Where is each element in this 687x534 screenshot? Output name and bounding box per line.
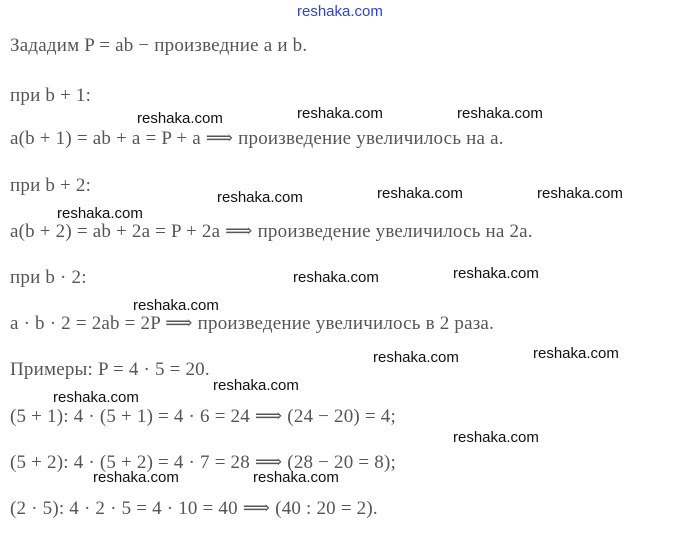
example-2: (5 + 2): 4 · (5 + 2) = 4 · 7 = 28 ⟹ (28 − 20 = 8);	[10, 452, 396, 473]
case-b-plus-1-label: при b + 1:	[10, 85, 92, 106]
example-1: (5 + 1): 4 · (5 + 1) = 4 · 6 = 24 ⟹ (24 − 20) = 4;	[10, 406, 396, 427]
watermark: reshaka.com	[377, 185, 463, 202]
examples-heading: Примеры: P = 4 · 5 = 20.	[10, 359, 210, 380]
case-b-times-2-formula: a · b · 2 = 2ab = 2P ⟹ произведение увеличилось в 2 раза.	[10, 313, 495, 334]
watermark: reshaka.com	[293, 269, 379, 286]
case-b-times-2-label: при b · 2:	[10, 267, 87, 288]
watermark: reshaka.com	[93, 469, 179, 486]
watermark-top: reshaka.com	[297, 3, 383, 20]
intro-line: Зададим P = ab − произведние a и b.	[10, 35, 308, 56]
watermark: reshaka.com	[453, 429, 539, 446]
watermark: reshaka.com	[537, 185, 623, 202]
watermark: reshaka.com	[53, 389, 139, 406]
watermark: reshaka.com	[373, 349, 459, 366]
case-b-plus-2-formula: a(b + 2) = ab + 2a = P + 2a ⟹ произведение увеличилось на 2a.	[10, 221, 533, 242]
watermark: reshaka.com	[217, 189, 303, 206]
watermark: reshaka.com	[137, 110, 223, 127]
case-b-plus-2-label: при b + 2:	[10, 175, 92, 196]
watermark: reshaka.com	[133, 297, 219, 314]
watermark: reshaka.com	[253, 469, 339, 486]
example-3: (2 · 5): 4 · 2 · 5 = 4 · 10 = 40 ⟹ (40 : 20 = 2).	[10, 498, 378, 519]
watermark: reshaka.com	[533, 345, 619, 362]
watermark: reshaka.com	[453, 265, 539, 282]
watermark: reshaka.com	[457, 105, 543, 122]
case-b-plus-1-formula: a(b + 1) = ab + a = P + a ⟹ произведение увеличилось на a.	[10, 128, 504, 149]
watermark: reshaka.com	[213, 377, 299, 394]
watermark: reshaka.com	[297, 105, 383, 122]
watermark: reshaka.com	[57, 205, 143, 222]
